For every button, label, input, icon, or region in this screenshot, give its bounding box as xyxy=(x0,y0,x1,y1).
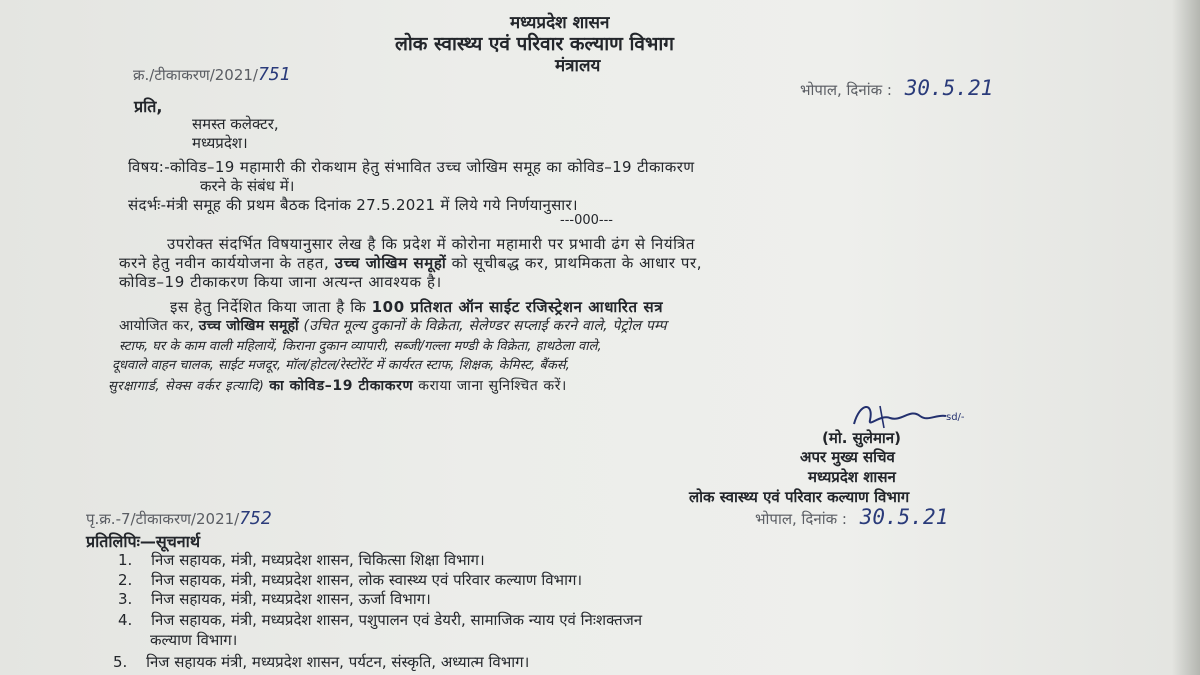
endorsement-place-date-label: भोपाल, दिनांक : xyxy=(755,510,847,528)
signatory-office: मध्यप्रदेश शासन xyxy=(808,468,896,486)
signatory-designation: अपर मुख्य सचिव xyxy=(800,448,895,466)
page-edge-shadow xyxy=(1172,0,1200,675)
endorsement-place-date xyxy=(755,505,948,529)
address-line-2: मध्यप्रदेश। xyxy=(192,134,248,152)
para1-line3: कोविड–19 टीकाकरण किया जाना अत्यन्त आवश्यक है। xyxy=(119,273,442,291)
signature-scribble xyxy=(850,398,970,432)
handwritten-date: 30.5.21 xyxy=(904,76,994,100)
para2-line2-bold: उच्च जोखिम समूहों xyxy=(198,318,299,334)
para1-line2 xyxy=(119,253,702,273)
copy-heading: प्रतिलिपिः—सूचनार्थ xyxy=(86,532,201,551)
endorsement-handwritten-date: 30.5.21 xyxy=(859,505,949,529)
copy-item-text: निज सहायक, मंत्री, मध्यप्रदेश शासन, पशुपालन एवं डेयरी, सामाजिक न्याय एवं निःशक्तजन xyxy=(151,611,643,629)
place-date xyxy=(800,76,993,100)
para2-line4: दूधवाले वाहन चालक, साईट मजदूर, मॉल/होटल/रेस्टोरेंट में कार्यरत स्टाफ, शिक्षक, केमिस्ट, बैंकर्स, xyxy=(112,358,570,373)
copy-item-text: निज सहायक, मंत्री, मध्यप्रदेश शासन, लोक स्वास्थ्य एवं परिवार कल्याण विभाग। xyxy=(151,571,583,589)
address-to: प्रति, xyxy=(134,97,163,116)
endorsement-number-text: पृ.क्र.-7/टीकाकरण/2021/ xyxy=(86,510,240,528)
handwritten-number: 751 xyxy=(257,64,291,85)
para2-line5-c: कराया जाना सुनिश्चित करें। xyxy=(413,378,567,394)
copy-item-number: 2. xyxy=(118,571,133,589)
copy-item-number: 4. xyxy=(118,611,133,629)
signature-scribble-text: sd/- xyxy=(946,412,965,423)
header-government: मध्यप्रदेश शासन xyxy=(510,13,610,33)
para2-line5-a: सुरक्षागार्ड, सेक्स वर्कर इत्यादि) xyxy=(108,379,270,394)
para2-line3: स्टाफ, घर के काम वाली महिलायें, किराना दुकान व्यापारी, सब्जी/गल्ला मण्डी के विक्रेता, हाथठेला वाले, xyxy=(119,339,602,354)
copy-item-text: निज सहायक मंत्री, मध्यप्रदेश शासन, पर्यटन, संस्कृति, अध्यात्म विभाग। xyxy=(146,653,530,671)
copy-item-continuation: कल्याण विभाग। xyxy=(150,631,238,649)
reference-number-text: क्र./टीकाकरण/2021/ xyxy=(133,66,258,84)
header-department: लोक स्वास्थ्य एवं परिवार कल्याण विभाग xyxy=(395,33,674,55)
para2-line5 xyxy=(108,376,567,395)
para2-line1-a: इस हेतु निर्देशित किया जाता है कि xyxy=(170,298,372,316)
header-ministry: मंत्रालय xyxy=(555,56,601,76)
copy-item xyxy=(118,570,582,590)
copy-item xyxy=(113,652,529,672)
para1-line2-bold: उच्च जोखिम समूहों xyxy=(334,254,447,272)
para2-line2-a: आयोजित कर, xyxy=(119,318,199,334)
endorsement-number xyxy=(86,508,272,529)
para2-line1-bold: 100 प्रतिशत ऑन साईट रजिस्ट्रेशन आधारित सत्र xyxy=(371,298,664,316)
para1-line2-a: करने हेतु नवीन कार्ययोजना के तहत, xyxy=(119,254,335,272)
copy-item-text: निज सहायक, मंत्री, मध्यप्रदेश शासन, चिकित्सा शिक्षा विभाग। xyxy=(151,551,485,569)
copy-item xyxy=(118,550,485,570)
subject-line-2: करने के संबंध में। xyxy=(200,177,295,195)
copy-item xyxy=(118,589,431,609)
endorsement-handwritten-number: 752 xyxy=(239,508,272,529)
para2-line5-bold: का कोविड–19 टीकाकरण xyxy=(269,378,414,394)
copy-item-number: 3. xyxy=(118,590,133,608)
copy-item-number: 5. xyxy=(113,653,128,671)
signatory-name: (मो. सुलेमान) xyxy=(822,429,901,447)
para2-line1 xyxy=(170,297,663,317)
para2-line2 xyxy=(119,316,667,335)
divider: ---000--- xyxy=(560,213,613,228)
reference-line: संदर्भः-मंत्री समूह की प्रथम बैठक दिनांक 27.5.2021 में लिये गये निर्णयानुसार। xyxy=(128,196,578,214)
copy-item-number: 1. xyxy=(118,551,133,569)
place-date-label: भोपाल, दिनांक : xyxy=(800,81,892,99)
para1-line2-c: को सूचीबद्ध कर, प्राथमिकता के आधार पर, xyxy=(446,254,703,272)
address-line-1: समस्त कलेक्टर, xyxy=(192,115,279,133)
copy-item-text: निज सहायक, मंत्री, मध्यप्रदेश शासन, ऊर्जा विभाग। xyxy=(151,590,431,608)
reference-number xyxy=(133,64,291,85)
para2-line2-c: (उचित मूल्य दुकानों के विक्रेता, सेलेण्डर सप्लाई करने वाले, पेट्रोल पम्प xyxy=(298,318,667,334)
para1-line1: उपरोक्त संदर्भित विषयानुसार लेख है कि प्रदेश में कोरोना महामारी पर प्रभावी ढंग से नियंत्रित xyxy=(167,235,696,253)
subject-line-1: विषय:-कोविड–19 महामारी की रोकथाम हेतु संभावित उच्च जोखिम समूह का कोविड–19 टीकाकरण xyxy=(128,158,695,176)
signatory-department: लोक स्वास्थ्य एवं परिवार कल्याण विभाग xyxy=(689,488,910,506)
copy-item xyxy=(118,610,642,630)
